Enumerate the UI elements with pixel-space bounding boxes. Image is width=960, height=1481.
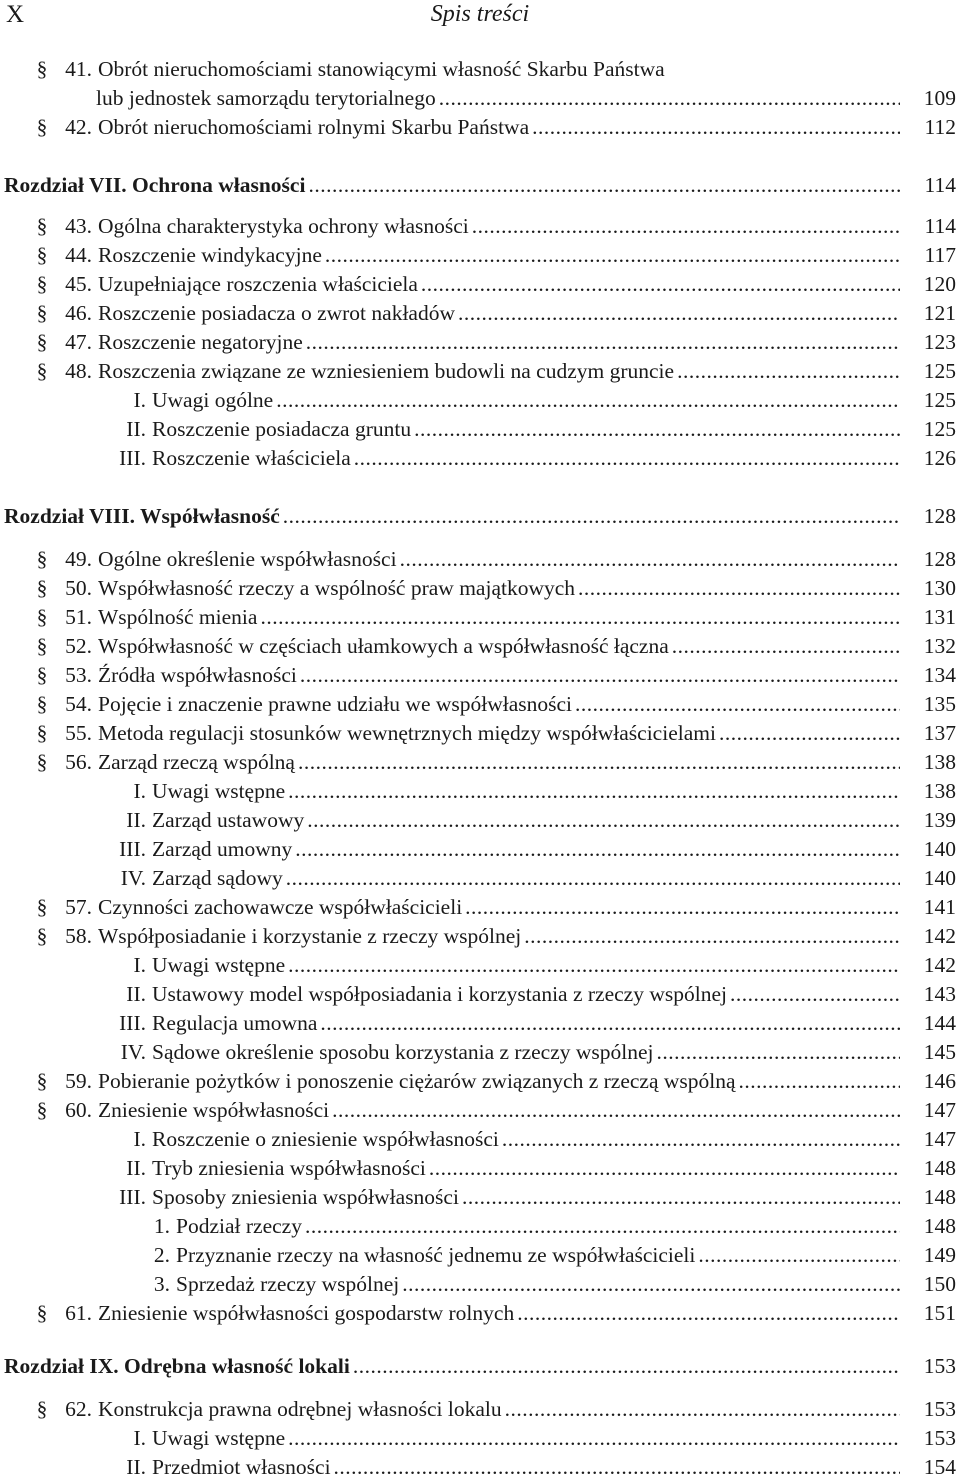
dot-leader: [458, 299, 900, 327]
page-ref: 138: [923, 750, 956, 774]
dot-leader: [739, 1067, 900, 1095]
page-ref: 112: [924, 115, 956, 139]
entry-number: I.: [133, 953, 146, 977]
page-ref: 153: [923, 1426, 956, 1450]
page-ref: 153: [923, 1397, 956, 1421]
dot-leader: [402, 1270, 900, 1298]
toc-entry: [36, 357, 956, 385]
dot-leader: [517, 1299, 900, 1327]
entry-number: 56.: [65, 750, 92, 774]
section-symbol: §: [36, 663, 48, 687]
toc-entry: [96, 1424, 956, 1452]
dot-leader: [320, 1009, 900, 1037]
entry-title: Roszczenie negatoryjne: [98, 330, 303, 354]
chapter-heading: [4, 171, 956, 199]
page-ref: 130: [923, 576, 956, 600]
entry-title: Roszczenie posiadacza gruntu: [152, 417, 412, 441]
page-ref: 145: [923, 1040, 956, 1064]
page-ref: 125: [923, 417, 956, 441]
entry-title: Przyznanie rzeczy na własność jednemu ze współwłaścicieli: [176, 1243, 696, 1267]
toc-entry: [36, 1395, 956, 1423]
entry-title: Uwagi ogólne: [152, 388, 274, 412]
entry-title: Źródła współwłasności: [98, 663, 297, 687]
entry-title: Roszczenie właściciela: [152, 446, 351, 470]
entry-number: II.: [126, 417, 146, 441]
dot-leader: [353, 1352, 900, 1380]
dot-leader: [421, 270, 900, 298]
page-ref: 150: [923, 1272, 956, 1296]
entry-title: Uwagi wstępne: [152, 953, 286, 977]
page-ref: 142: [923, 924, 956, 948]
entry-title: Metoda regulacji stosunków wewnętrznych między współwłaścicielami: [98, 721, 716, 745]
section-symbol: §: [36, 721, 48, 745]
dot-leader: [307, 806, 900, 834]
toc-entry: [36, 748, 956, 776]
page-ref: 120: [923, 272, 956, 296]
toc-entry: [96, 444, 956, 472]
entry-number: I.: [133, 388, 146, 412]
entry-number: 44.: [65, 243, 92, 267]
entry-title: Ogólne określenie współwłasności: [98, 547, 397, 571]
dot-leader: [677, 357, 900, 385]
entry-number: 43.: [65, 214, 92, 238]
entry-title: Pojęcie i znaczenie prawne udziału we współwłasności: [98, 692, 573, 716]
entry-number: III.: [119, 446, 146, 470]
dot-leader: [334, 1453, 900, 1481]
chapter-heading: [4, 1352, 956, 1380]
dot-leader: [414, 415, 900, 443]
page-ref: 148: [923, 1156, 956, 1180]
toc-entry: [96, 777, 956, 805]
section-symbol: §: [36, 1069, 48, 1093]
toc-entry: [96, 415, 956, 443]
page-ref: 128: [923, 547, 956, 571]
dot-leader: [298, 748, 900, 776]
page-number: X: [6, 1, 25, 28]
dot-leader: [325, 241, 900, 269]
section-symbol: §: [36, 243, 48, 267]
entry-number: III.: [119, 1185, 146, 1209]
page-ref: 135: [923, 692, 956, 716]
entry-number: IV.: [120, 1040, 146, 1064]
entry-title: Uwagi wstępne: [152, 1426, 286, 1450]
toc-entry: [96, 1009, 956, 1037]
entry-number: 55.: [65, 721, 92, 745]
entry-title: Zarząd rzeczą wspólną: [98, 750, 295, 774]
entry-number: 62.: [65, 1397, 92, 1421]
page-ref: 149: [923, 1243, 956, 1267]
entry-number: 2.: [153, 1243, 170, 1267]
page-ref: 151: [923, 1301, 956, 1325]
entry-number: IV.: [120, 866, 146, 890]
dot-leader: [283, 502, 900, 530]
toc-entry: [36, 893, 956, 921]
section-symbol: §: [36, 214, 48, 238]
section-symbol: §: [36, 605, 48, 629]
toc-entry: [140, 1212, 956, 1240]
entry-number: II.: [126, 1455, 146, 1479]
page-ref: 148: [923, 1214, 956, 1238]
dot-leader: [308, 171, 900, 199]
page-ref: 147: [923, 1098, 956, 1122]
entry-title: Współposiadanie i korzystanie z rzeczy wspólnej: [98, 924, 522, 948]
entry-title: Współwłasność w częściach ułamkowych a współwłasność łączna: [98, 634, 669, 658]
entry-title: Roszczenia związane ze wzniesieniem budowli na cudzym gruncie: [98, 359, 675, 383]
dot-leader: [354, 444, 900, 472]
section-symbol: §: [36, 330, 48, 354]
dot-leader: [332, 1096, 900, 1124]
dot-leader: [462, 1183, 900, 1211]
toc-entry: [140, 1270, 956, 1298]
page-ref: 117: [924, 243, 956, 267]
dot-leader: [306, 328, 900, 356]
page-ref: 109: [923, 86, 956, 110]
page-ref: 138: [923, 779, 956, 803]
section-symbol: §: [36, 359, 48, 383]
dot-leader: [502, 1125, 900, 1153]
entry-number: III.: [119, 837, 146, 861]
entry-title: Sposoby zniesienia współwłasności: [152, 1185, 459, 1209]
section-symbol: §: [36, 272, 48, 296]
entry-number: 59.: [65, 1069, 92, 1093]
toc-entry: [36, 632, 956, 660]
page-ref: 114: [924, 173, 956, 197]
page-ref: 140: [923, 866, 956, 890]
entry-title: Pobieranie pożytków i ponoszenie ciężarów związanych z rzeczą wspólną: [98, 1069, 736, 1093]
dot-leader: [657, 1038, 900, 1066]
dot-leader: [288, 951, 900, 979]
page-ref: 132: [923, 634, 956, 658]
page-ref: 144: [923, 1011, 956, 1035]
page-ref: 131: [923, 605, 956, 629]
page-ref: 125: [923, 359, 956, 383]
chapter-title: Rozdział VIII. Współwłasność: [4, 504, 280, 528]
entry-number: 45.: [65, 272, 92, 296]
toc-entry: [140, 1241, 956, 1269]
section-symbol: §: [36, 692, 48, 716]
chapter-heading: [4, 502, 956, 530]
page-ref: 121: [923, 301, 956, 325]
page-ref: 147: [923, 1127, 956, 1151]
dot-leader: [698, 1241, 900, 1269]
entry-number: 58.: [65, 924, 92, 948]
page-ref: 141: [923, 895, 956, 919]
entry-number: 52.: [65, 634, 92, 658]
section-symbol: §: [36, 924, 48, 948]
page-ref: 139: [923, 808, 956, 832]
dot-leader: [672, 632, 900, 660]
page-ref: 148: [923, 1185, 956, 1209]
entry-title: Roszczenie posiadacza o zwrot nakładów: [98, 301, 455, 325]
entry-title: Wspólność mienia: [98, 605, 258, 629]
toc-entry: [96, 835, 956, 863]
dot-leader: [300, 661, 900, 689]
toc-entry: [96, 1125, 956, 1153]
entry-title: Konstrukcja prawna odrębnej własności lokalu: [98, 1397, 502, 1421]
entry-title: Podział rzeczy: [176, 1214, 302, 1238]
entry-number: II.: [126, 1156, 146, 1180]
dot-leader: [286, 864, 900, 892]
entry-number: I.: [133, 1127, 146, 1151]
section-symbol: §: [36, 1098, 48, 1122]
section-symbol: §: [36, 634, 48, 658]
entry-number: 48.: [65, 359, 92, 383]
entry-number: 1.: [153, 1214, 170, 1238]
page-ref: 126: [923, 446, 956, 470]
toc-entry: [36, 299, 956, 327]
dot-leader: [439, 84, 900, 112]
toc-entry: [96, 1453, 956, 1481]
toc-entry: [36, 922, 956, 950]
entry-number: I.: [133, 779, 146, 803]
entry-number: II.: [126, 808, 146, 832]
toc-entry: [36, 55, 956, 83]
dot-leader: [465, 893, 900, 921]
dot-leader: [288, 1424, 900, 1452]
section-symbol: §: [36, 895, 48, 919]
entry-title: Obrót nieruchomościami stanowiącymi własność Skarbu Państwa: [98, 57, 665, 81]
entry-number: 46.: [65, 301, 92, 325]
entry-number: 50.: [65, 576, 92, 600]
entry-number: 41.: [65, 57, 92, 81]
dot-leader: [305, 1212, 900, 1240]
toc-entry: [36, 545, 956, 573]
entry-number: 60.: [65, 1098, 92, 1122]
toc-entry: [36, 328, 956, 356]
page-ref: 143: [923, 982, 956, 1006]
dot-leader: [505, 1395, 900, 1423]
chapter-title: Rozdział IX. Odrębna własność lokali: [4, 1354, 350, 1378]
toc-entry: [96, 1154, 956, 1182]
entry-title: Roszczenie o zniesienie współwłasności: [152, 1127, 499, 1151]
dot-leader: [260, 603, 900, 631]
entry-title: Zarząd sądowy: [152, 866, 283, 890]
entry-number: 47.: [65, 330, 92, 354]
section-symbol: §: [36, 547, 48, 571]
toc-entry: [96, 1183, 956, 1211]
entry-number: 53.: [65, 663, 92, 687]
toc-entry: [36, 1067, 956, 1095]
toc-entry: [96, 806, 956, 834]
section-symbol: §: [36, 301, 48, 325]
page-ref: 125: [923, 388, 956, 412]
section-symbol: §: [36, 750, 48, 774]
dot-leader: [524, 922, 900, 950]
page-ref: 142: [923, 953, 956, 977]
toc-entry: [96, 1038, 956, 1066]
toc-entry: [96, 864, 956, 892]
entry-title: Sprzedaż rzeczy wspólnej: [176, 1272, 400, 1296]
entry-number: 49.: [65, 547, 92, 571]
entry-title: Obrót nieruchomościami rolnymi Skarbu Państwa: [98, 115, 530, 139]
dot-leader: [578, 574, 900, 602]
header-title: Spis treści: [430, 1, 530, 27]
dot-leader: [472, 212, 900, 240]
dot-leader: [400, 545, 900, 573]
section-symbol: §: [36, 576, 48, 600]
page-ref: 123: [923, 330, 956, 354]
entry-number: 61.: [65, 1301, 92, 1325]
toc-entry: [36, 270, 956, 298]
entry-number: 42.: [65, 115, 92, 139]
entry-title: Uwagi wstępne: [152, 779, 286, 803]
page-ref: 128: [923, 504, 956, 528]
chapter-title: Rozdział VII. Ochrona własności: [4, 173, 306, 197]
section-symbol: §: [36, 1397, 48, 1421]
entry-title: Przedmiot własności: [152, 1455, 331, 1479]
entry-number: 3.: [153, 1272, 170, 1296]
entry-number: II.: [126, 982, 146, 1006]
toc-entry: [36, 603, 956, 631]
page-ref: 137: [923, 721, 956, 745]
dot-leader: [532, 113, 900, 141]
entry-title: Zarząd ustawowy: [152, 808, 305, 832]
page-ref: 146: [923, 1069, 956, 1093]
dot-leader: [429, 1154, 900, 1182]
toc-entry: [36, 1299, 956, 1327]
page-ref: 153: [923, 1354, 956, 1378]
toc-entry: [96, 386, 956, 414]
page-ref: 140: [923, 837, 956, 861]
dot-leader: [730, 980, 900, 1008]
entry-title: Roszczenie windykacyjne: [98, 243, 322, 267]
toc-entry: [36, 212, 956, 240]
entry-title: Zniesienie współwłasności gospodarstw rolnych: [98, 1301, 515, 1325]
toc-entry: [96, 84, 956, 112]
entry-number: 57.: [65, 895, 92, 919]
toc-entry: [36, 574, 956, 602]
entry-title: Zniesienie współwłasności: [98, 1098, 330, 1122]
entry-number: III.: [119, 1011, 146, 1035]
section-symbol: §: [36, 1301, 48, 1325]
entry-title: Regulacja umowna: [152, 1011, 318, 1035]
toc-entry: [36, 661, 956, 689]
entry-title: Współwłasność rzeczy a wspólność praw majątkowych: [98, 576, 576, 600]
page-ref: 114: [924, 214, 956, 238]
entry-number: I.: [133, 1426, 146, 1450]
entry-title: Sądowe określenie sposobu korzystania z rzeczy wspólnej: [152, 1040, 654, 1064]
dot-leader: [276, 386, 900, 414]
entry-title: Ogólna charakterystyka ochrony własności: [98, 214, 469, 238]
entry-number: 54.: [65, 692, 92, 716]
dot-leader: [719, 719, 900, 747]
entry-title: Zarząd umowny: [152, 837, 293, 861]
toc-entry: [36, 241, 956, 269]
entry-title: Tryb zniesienia współwłasności: [152, 1156, 426, 1180]
page-ref: 154: [923, 1455, 956, 1479]
toc-entry: [36, 719, 956, 747]
entry-title: Ustawowy model współposiadania i korzystania z rzeczy wspólnej: [152, 982, 727, 1006]
dot-leader: [295, 835, 900, 863]
toc-entry: [96, 951, 956, 979]
section-symbol: §: [36, 115, 48, 139]
entry-title: lub jednostek samorządu terytorialnego: [96, 86, 436, 110]
dot-leader: [575, 690, 900, 718]
toc-entry: [36, 690, 956, 718]
page-ref: 134: [923, 663, 956, 687]
toc-entry: [36, 1096, 956, 1124]
entry-title: Czynności zachowawcze współwłaścicieli: [98, 895, 463, 919]
entry-number: 51.: [65, 605, 92, 629]
toc-entry: [36, 113, 956, 141]
dot-leader: [288, 777, 900, 805]
entry-title: Uzupełniające roszczenia właściciela: [98, 272, 418, 296]
section-symbol: §: [36, 57, 48, 81]
toc-entry: [96, 980, 956, 1008]
